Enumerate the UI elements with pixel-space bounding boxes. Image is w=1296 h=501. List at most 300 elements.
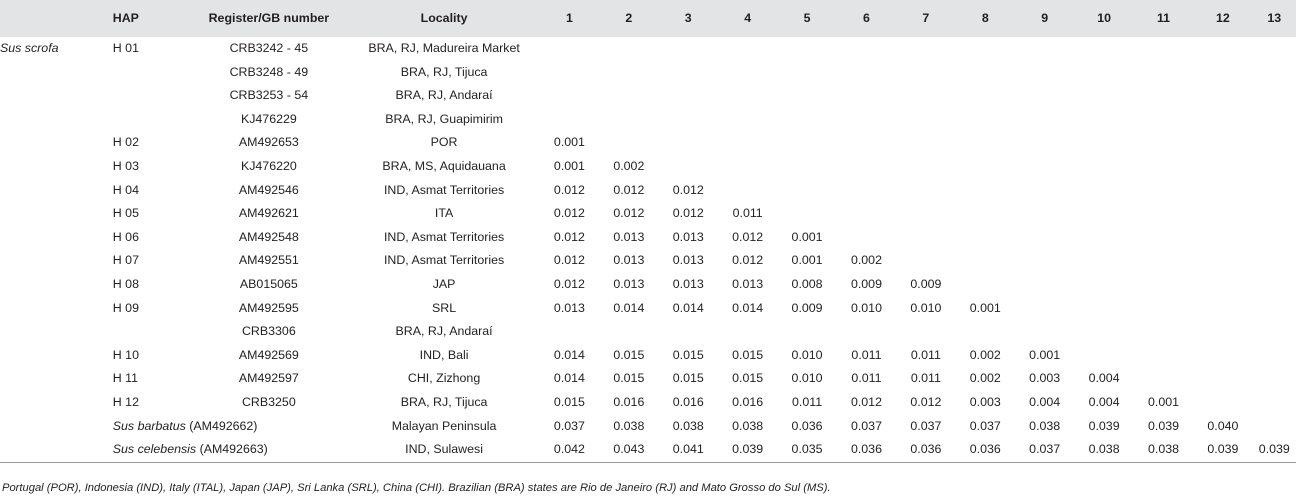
- distance-cell: [896, 226, 955, 250]
- register-cell: CRB3248 - 49: [229, 64, 309, 79]
- distance-cell: 0.003: [1029, 371, 1061, 386]
- distance-cell: [1193, 155, 1252, 179]
- distance-cell: 0.011: [732, 206, 763, 221]
- distance-cell: 0.013: [672, 253, 704, 268]
- distance-cell: 0.012: [553, 253, 585, 268]
- distance-cell: [540, 61, 599, 85]
- distance-cell: [1074, 202, 1133, 226]
- table-footnote: Portugal (POR), Indonesia (IND), Italy (ITAL), Japan (JAP), Sri Lanka (SRL), China (CHI). Brazilian (BRA) states are Rio de Janeiro (RJ) and Mato Grosso do Sul (MS).: [2, 482, 831, 494]
- distance-cell: 0.012: [613, 206, 645, 221]
- distance-cell: 0.009: [850, 276, 882, 291]
- locality-cell: IND, Bali: [419, 347, 469, 362]
- distance-cell: [1015, 320, 1074, 344]
- distance-cell: 0.002: [969, 371, 1001, 386]
- distance-cell: [837, 108, 896, 132]
- table-row: [0, 320, 1296, 344]
- distance-cell: [896, 202, 955, 226]
- distance-cell: 0.037: [1015, 438, 1074, 462]
- distance-cell: [777, 61, 836, 85]
- distance-cell: 0.011: [851, 371, 882, 386]
- distance-cell: [599, 61, 658, 85]
- distance-cell: [837, 131, 896, 155]
- distance-cell: [1253, 131, 1296, 155]
- distance-cell: [777, 320, 836, 344]
- distance-cell: [1134, 320, 1193, 344]
- register-cell: AM492569: [238, 347, 299, 362]
- distance-cell: [837, 179, 896, 203]
- distance-cell: 0.012: [553, 182, 585, 197]
- distance-cell: [1074, 155, 1133, 179]
- distance-cell: [1193, 37, 1252, 61]
- distance-cell: [1074, 249, 1133, 273]
- table-row: [0, 37, 1296, 61]
- distance-cell: [599, 131, 658, 155]
- distance-cell: [1253, 297, 1296, 321]
- distance-cell: 0.040: [1207, 418, 1239, 433]
- register-cell: AM492546: [238, 182, 299, 197]
- distance-cell: [1253, 273, 1296, 297]
- header-col-2: 2: [625, 10, 633, 25]
- table-row: [0, 226, 1296, 250]
- distance-cell: 0.014: [732, 300, 764, 315]
- distance-cell: [1134, 108, 1193, 132]
- distance-cell: 0.039: [1147, 418, 1179, 433]
- distance-cell: [718, 320, 777, 344]
- header-row: [0, 0, 1296, 37]
- distance-cell: 0.037: [910, 418, 942, 433]
- distance-cell: [837, 226, 896, 250]
- distance-cell: [896, 320, 955, 344]
- distance-cell: [599, 84, 658, 108]
- locality-cell: SRL: [432, 300, 457, 315]
- header-col-13: 13: [1267, 10, 1282, 25]
- distance-cell: [777, 84, 836, 108]
- distance-cell: 0.041: [659, 438, 718, 462]
- hap-cell: H 04: [112, 182, 139, 197]
- distance-cell: [837, 320, 896, 344]
- distance-cell: 0.036: [837, 438, 896, 462]
- distance-cell: [896, 131, 955, 155]
- distance-cell: 0.010: [791, 371, 823, 386]
- table-row: [0, 84, 1296, 108]
- distance-cell: [1193, 202, 1252, 226]
- species-cell: [0, 131, 113, 155]
- distance-cell: [1134, 367, 1193, 391]
- distance-cell: 0.015: [613, 347, 645, 362]
- distance-cell: 0.012: [672, 206, 704, 221]
- distance-cell: 0.037: [850, 418, 882, 433]
- distance-cell: [718, 131, 777, 155]
- distance-cell: [1253, 84, 1296, 108]
- hap-accession: (AM492662): [185, 418, 258, 433]
- species-cell: [0, 226, 113, 250]
- distance-cell: [1193, 297, 1252, 321]
- species-cell: [0, 438, 113, 462]
- header-col-5: 5: [803, 10, 811, 25]
- distance-cell: 0.009: [910, 276, 942, 291]
- locality-cell: BRA, MS, Aquidauana: [382, 158, 506, 173]
- distance-cell: 0.012: [850, 394, 882, 409]
- locality-cell: BRA, RJ, Andaraí: [395, 88, 493, 103]
- distance-cell: 0.012: [672, 182, 704, 197]
- distance-cell: [837, 155, 896, 179]
- distance-cell: 0.001: [969, 300, 1001, 315]
- distance-cell: 0.012: [910, 394, 942, 409]
- hap-cell: [113, 84, 190, 108]
- distance-cell: [659, 131, 718, 155]
- distance-cell: 0.001: [791, 253, 823, 268]
- hap-cell: H 06: [112, 229, 139, 244]
- distance-cell: 0.012: [553, 229, 585, 244]
- distance-cell: [777, 179, 836, 203]
- table-row: [0, 131, 1296, 155]
- species-cell: [0, 320, 113, 344]
- distance-cell: 0.012: [732, 229, 764, 244]
- distance-cell: [1134, 202, 1193, 226]
- distance-cell: 0.015: [613, 371, 645, 386]
- distance-cell: 0.039: [718, 438, 777, 462]
- distance-cell: [1134, 273, 1193, 297]
- species-cell: [0, 179, 113, 203]
- hap-cell: [113, 61, 190, 85]
- distance-cell: [1015, 249, 1074, 273]
- distance-cell: 0.038: [1074, 438, 1133, 462]
- distance-cell: [1253, 61, 1296, 85]
- distance-cell: 0.011: [851, 347, 882, 362]
- distance-cell: [1015, 108, 1074, 132]
- distance-cell: [956, 131, 1015, 155]
- distance-cell: [1015, 202, 1074, 226]
- distance-cell: [659, 320, 718, 344]
- distance-cell: 0.039: [1088, 418, 1120, 433]
- species-cell: [0, 367, 113, 391]
- hap-cell: H 05: [112, 206, 139, 221]
- distance-cell: 0.013: [672, 229, 704, 244]
- table-row: [0, 273, 1296, 297]
- distance-cell: 0.012: [553, 276, 585, 291]
- distance-cell: [896, 84, 955, 108]
- distance-cell: [777, 202, 836, 226]
- register-cell: AM492597: [238, 371, 299, 386]
- distance-cell: [540, 108, 599, 132]
- distance-cell: [1193, 249, 1252, 273]
- distance-cell: [1134, 131, 1193, 155]
- distance-cell: 0.009: [791, 300, 823, 315]
- locality-cell: ITA: [434, 206, 454, 221]
- register-cell: AM492621: [238, 206, 299, 221]
- distance-cell: [1015, 273, 1074, 297]
- distance-cell: 0.015: [553, 394, 585, 409]
- register-cell: CRB3306: [241, 324, 296, 339]
- distance-cell: [599, 320, 658, 344]
- distance-cell: [1015, 61, 1074, 85]
- hap-cell: [113, 415, 349, 439]
- distance-cell: 0.001: [553, 135, 585, 150]
- distance-cell: [659, 84, 718, 108]
- distance-cell: 0.012: [613, 182, 645, 197]
- table-row: [0, 179, 1296, 203]
- distance-cell: 0.010: [850, 300, 882, 315]
- distance-cell: 0.011: [792, 394, 823, 409]
- distance-cell: 0.002: [613, 158, 645, 173]
- distance-cell: 0.001: [1147, 394, 1179, 409]
- distance-cell: [1074, 297, 1133, 321]
- distance-cell: 0.038: [732, 418, 764, 433]
- distance-cell: [1134, 344, 1193, 368]
- distance-cell: [1134, 84, 1193, 108]
- distance-cell: 0.010: [910, 300, 942, 315]
- species-cell: [0, 108, 113, 132]
- locality-cell: BRA, RJ, Madureira Market: [368, 41, 520, 55]
- distance-cell: [718, 61, 777, 85]
- distance-cell: 0.037: [553, 418, 585, 433]
- distance-cell: 0.001: [553, 158, 585, 173]
- header-col-4: 4: [744, 10, 752, 25]
- locality-cell: IND, Sulawesi: [348, 438, 539, 462]
- distance-cell: [1193, 344, 1252, 368]
- register-cell: AM492551: [238, 253, 299, 268]
- table-row: [0, 438, 1296, 462]
- header-col-9: 9: [1041, 10, 1049, 25]
- distance-cell: [1134, 61, 1193, 85]
- distance-cell: [1074, 84, 1133, 108]
- distance-cell: [1074, 320, 1133, 344]
- table-body: [0, 37, 1296, 462]
- distance-cell: 0.042: [540, 438, 599, 462]
- table-row: [0, 367, 1296, 391]
- hap-cell: H 10: [112, 347, 139, 362]
- table-row: [0, 415, 1296, 439]
- locality-cell: Malayan Peninsula: [391, 418, 497, 433]
- hap-cell: H 09: [112, 300, 139, 315]
- table-row: [0, 297, 1296, 321]
- hap-cell: H 03: [112, 158, 139, 173]
- distance-cell: [1134, 37, 1193, 61]
- distance-cell: 0.004: [1088, 371, 1120, 386]
- species-cell: [0, 155, 113, 179]
- distance-cell: [1253, 344, 1296, 368]
- distance-cell: 0.037: [969, 418, 1001, 433]
- distance-cell: 0.013: [553, 300, 585, 315]
- register-cell: AM492595: [238, 300, 299, 315]
- hap-species-name: Sus barbatus: [112, 418, 186, 433]
- distance-cell: [659, 108, 718, 132]
- distance-cell: [896, 61, 955, 85]
- distance-cell: [718, 108, 777, 132]
- locality-cell: IND, Asmat Territories: [383, 182, 505, 197]
- header-col-10: 10: [1097, 10, 1111, 25]
- distance-cell: [1253, 226, 1296, 250]
- distance-cell: [956, 249, 1015, 273]
- hap-cell: [113, 438, 349, 462]
- table-row: [0, 61, 1296, 85]
- distance-cell: [599, 108, 658, 132]
- distance-cell: [1193, 367, 1252, 391]
- species-cell: [0, 84, 113, 108]
- distance-cell: 0.035: [777, 438, 836, 462]
- distance-cell: 0.039: [1253, 438, 1296, 462]
- distance-cell: [1015, 179, 1074, 203]
- distance-cell: [777, 108, 836, 132]
- distance-cell: 0.036: [956, 438, 1015, 462]
- distance-cell: 0.004: [1088, 394, 1120, 409]
- distance-cell: 0.013: [613, 229, 645, 244]
- distance-cell: [777, 131, 836, 155]
- distance-cell: [837, 37, 896, 61]
- distance-cell: [1134, 226, 1193, 250]
- locality-cell: CHI, Zizhong: [407, 371, 481, 386]
- distance-cell: [1193, 320, 1252, 344]
- table-row: [0, 155, 1296, 179]
- distance-cell: [1074, 226, 1133, 250]
- hap-cell: [113, 320, 190, 344]
- distance-cell: 0.036: [791, 418, 823, 433]
- distance-cell: [956, 202, 1015, 226]
- distance-cell: [1193, 131, 1252, 155]
- distance-cell: 0.015: [732, 347, 764, 362]
- distance-cell: [1015, 297, 1074, 321]
- distance-cell: [599, 37, 658, 61]
- distance-cell: [1253, 179, 1296, 203]
- hap-cell: H 02: [112, 135, 139, 150]
- distance-cell: [659, 37, 718, 61]
- distance-cell: [1253, 391, 1296, 415]
- distance-cell: [540, 320, 599, 344]
- distance-cell: 0.013: [732, 276, 764, 291]
- hap-species-name: Sus celebensis: [112, 442, 197, 457]
- distance-cell: [837, 61, 896, 85]
- distance-cell: 0.038: [672, 418, 704, 433]
- distance-cell: [1074, 344, 1133, 368]
- hap-cell: H 07: [112, 253, 139, 268]
- hap-accession: (AM492663): [196, 442, 268, 457]
- distance-cell: [718, 84, 777, 108]
- distance-cell: [956, 179, 1015, 203]
- distance-cell: [1193, 108, 1252, 132]
- distance-cell: [1074, 273, 1133, 297]
- distance-cell: [1015, 37, 1074, 61]
- species-cell: [0, 297, 113, 321]
- distance-cell: 0.012: [732, 253, 764, 268]
- distance-cell: [777, 155, 836, 179]
- distance-cell: 0.039: [1193, 438, 1252, 462]
- distance-cell: [777, 37, 836, 61]
- distance-cell: [1134, 297, 1193, 321]
- distance-cell: [956, 273, 1015, 297]
- distance-cell: [1134, 179, 1193, 203]
- distance-cell: 0.011: [910, 347, 941, 362]
- distance-cell: [956, 84, 1015, 108]
- distance-cell: 0.008: [791, 276, 823, 291]
- distance-cell: 0.004: [1029, 394, 1061, 409]
- distance-cell: [1074, 108, 1133, 132]
- species-cell: [0, 249, 113, 273]
- hap-cell: H 12: [112, 394, 139, 409]
- hap-cell: H 11: [112, 371, 139, 386]
- distance-cell: 0.002: [969, 347, 1001, 362]
- distance-cell: [1015, 131, 1074, 155]
- header-col-11: 11: [1156, 10, 1171, 25]
- species-cell: [0, 202, 113, 226]
- distance-cell: 0.015: [732, 371, 764, 386]
- locality-cell: BRA, RJ, Tijuca: [400, 394, 488, 409]
- distance-cell: [1134, 249, 1193, 273]
- hap-cell: H 01: [112, 41, 139, 55]
- table-row: [0, 344, 1296, 368]
- table-row: [0, 202, 1296, 226]
- species-cell: [0, 344, 113, 368]
- locality-cell: POR: [430, 135, 458, 150]
- locality-cell: IND, Asmat Territories: [383, 253, 505, 268]
- distance-cell: 0.043: [599, 438, 658, 462]
- distance-cell: [1193, 84, 1252, 108]
- header-col-1: 1: [565, 10, 573, 25]
- header-col-8: 8: [981, 10, 989, 25]
- distance-cell: [1253, 415, 1296, 439]
- register-cell: CRB3242 - 45: [229, 41, 309, 55]
- distance-cell: 0.016: [613, 394, 645, 409]
- distance-cell: [718, 179, 777, 203]
- distance-cell: [1193, 179, 1252, 203]
- distance-cell: [837, 84, 896, 108]
- register-cell: CRB3253 - 54: [229, 88, 309, 103]
- distance-cell: [956, 61, 1015, 85]
- distance-cell: [956, 226, 1015, 250]
- distance-cell: [956, 37, 1015, 61]
- header-hap: HAP: [112, 10, 139, 25]
- distance-cell: [837, 202, 896, 226]
- distance-cell: [659, 155, 718, 179]
- register-cell: AB015065: [239, 276, 298, 291]
- distance-cell: [540, 84, 599, 108]
- distance-cell: 0.014: [553, 371, 585, 386]
- distance-cell: [1193, 391, 1252, 415]
- header-col-6: 6: [863, 10, 870, 25]
- distance-cell: [956, 155, 1015, 179]
- distance-cell: 0.014: [613, 300, 645, 315]
- hap-cell: [113, 108, 190, 132]
- distance-cell: 0.038: [613, 418, 645, 433]
- distance-cell: 0.013: [613, 253, 645, 268]
- distance-cell: [1193, 273, 1252, 297]
- distance-cell: [1074, 61, 1133, 85]
- distance-cell: [896, 37, 955, 61]
- header-col-3: 3: [684, 10, 692, 25]
- distance-cell: [1193, 226, 1252, 250]
- table-row: [0, 391, 1296, 415]
- distance-cell: 0.016: [672, 394, 704, 409]
- register-cell: CRB3250: [241, 394, 296, 409]
- distance-cell: [1253, 202, 1296, 226]
- register-cell: AM492653: [238, 135, 299, 150]
- distance-cell: 0.010: [791, 347, 823, 362]
- distance-cell: 0.001: [791, 229, 823, 244]
- distance-cell: [1015, 84, 1074, 108]
- locality-cell: JAP: [432, 276, 456, 291]
- register-cell: KJ476220: [240, 158, 297, 173]
- locality-cell: BRA, RJ, Tijuca: [400, 64, 488, 79]
- distance-cell: 0.013: [613, 276, 645, 291]
- register-cell: AM492548: [238, 229, 299, 244]
- locality-cell: IND, Asmat Territories: [383, 229, 505, 244]
- header-col-7: 7: [922, 10, 930, 25]
- distance-cell: 0.038: [1029, 418, 1061, 433]
- distance-cell: [1074, 131, 1133, 155]
- distance-cell: [1193, 61, 1252, 85]
- distance-cell: 0.002: [850, 253, 882, 268]
- distance-cell: 0.036: [896, 438, 955, 462]
- register-cell: KJ476229: [240, 111, 297, 126]
